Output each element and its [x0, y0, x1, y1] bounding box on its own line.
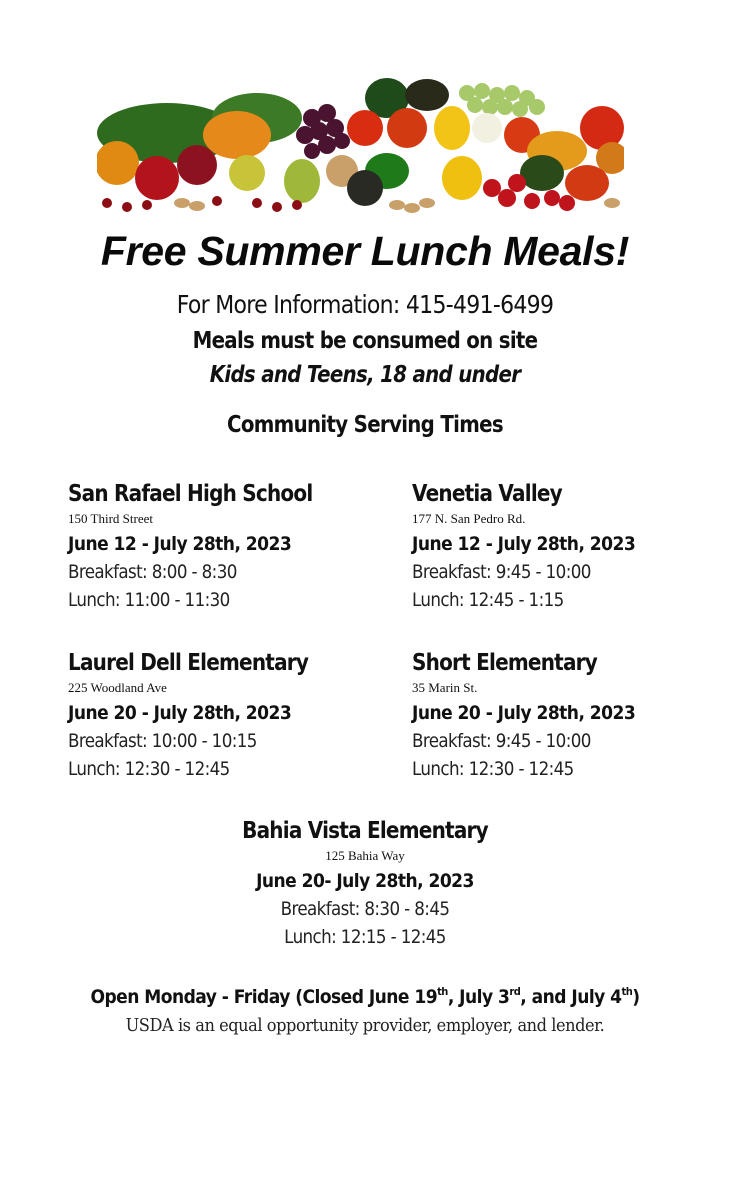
site-lunch: Lunch: 12:15 - 12:45 [284, 926, 446, 948]
usda-statement: USDA is an equal opportunity provider, employer, and lender. [125, 1015, 605, 1036]
site-breakfast: Breakfast: 8:30 - 8:45 [280, 898, 450, 920]
site-name: Bahia Vista Elementary [242, 818, 488, 844]
site-name: Laurel Dell Elementary [68, 650, 309, 676]
site-laurel-dell [68, 649, 368, 783]
site-breakfast: Breakfast: 9:45 - 10:00 [412, 730, 591, 752]
site-address: 225 Woodland Ave [68, 680, 167, 695]
site-lunch: Lunch: 12:30 - 12:45 [68, 758, 230, 780]
site-address: 125 Bahia Way [325, 848, 405, 863]
site-name: San Rafael High School [68, 481, 313, 507]
site-dates: June 12 - July 28th, 2023 [68, 533, 292, 555]
site-lunch: Lunch: 12:30 - 12:45 [412, 758, 574, 780]
phone-info: For More Information: 415-491-6499 [176, 290, 554, 319]
site-breakfast: Breakfast: 9:45 - 10:00 [412, 561, 591, 583]
site-lunch: Lunch: 11:00 - 11:30 [68, 589, 230, 611]
open-days-note: Open Monday - Friday (Closed June 19th, July 3rd, and July 4th) [90, 985, 640, 1008]
site-dates: June 20- July 28th, 2023 [256, 870, 474, 892]
site-address: 35 Marin St. [412, 680, 478, 695]
site-lunch: Lunch: 12:45 - 1:15 [412, 589, 564, 611]
eligibility-note: Kids and Teens, 18 and under [209, 362, 521, 388]
site-san-rafael-high [68, 480, 368, 614]
fruits-and-vegetables-banner-icon [97, 73, 624, 215]
onsite-note: Meals must be consumed on site [192, 328, 538, 354]
site-dates: June 12 - July 28th, 2023 [412, 533, 636, 555]
site-name: Venetia Valley [412, 481, 562, 507]
site-dates: June 20 - July 28th, 2023 [412, 702, 636, 724]
site-venetia-valley [412, 480, 712, 614]
site-bahia-vista [215, 817, 515, 951]
site-breakfast: Breakfast: 8:00 - 8:30 [68, 561, 237, 583]
section-heading: Community Serving Times [227, 412, 503, 438]
site-dates: June 20 - July 28th, 2023 [68, 702, 292, 724]
site-address: 150 Third Street [68, 511, 153, 526]
flyer-title: Free Summer Lunch Meals! [100, 228, 630, 274]
site-short-elementary [412, 649, 712, 783]
site-name: Short Elementary [412, 650, 598, 676]
site-breakfast: Breakfast: 10:00 - 10:15 [68, 730, 257, 752]
site-address: 177 N. San Pedro Rd. [412, 511, 526, 526]
